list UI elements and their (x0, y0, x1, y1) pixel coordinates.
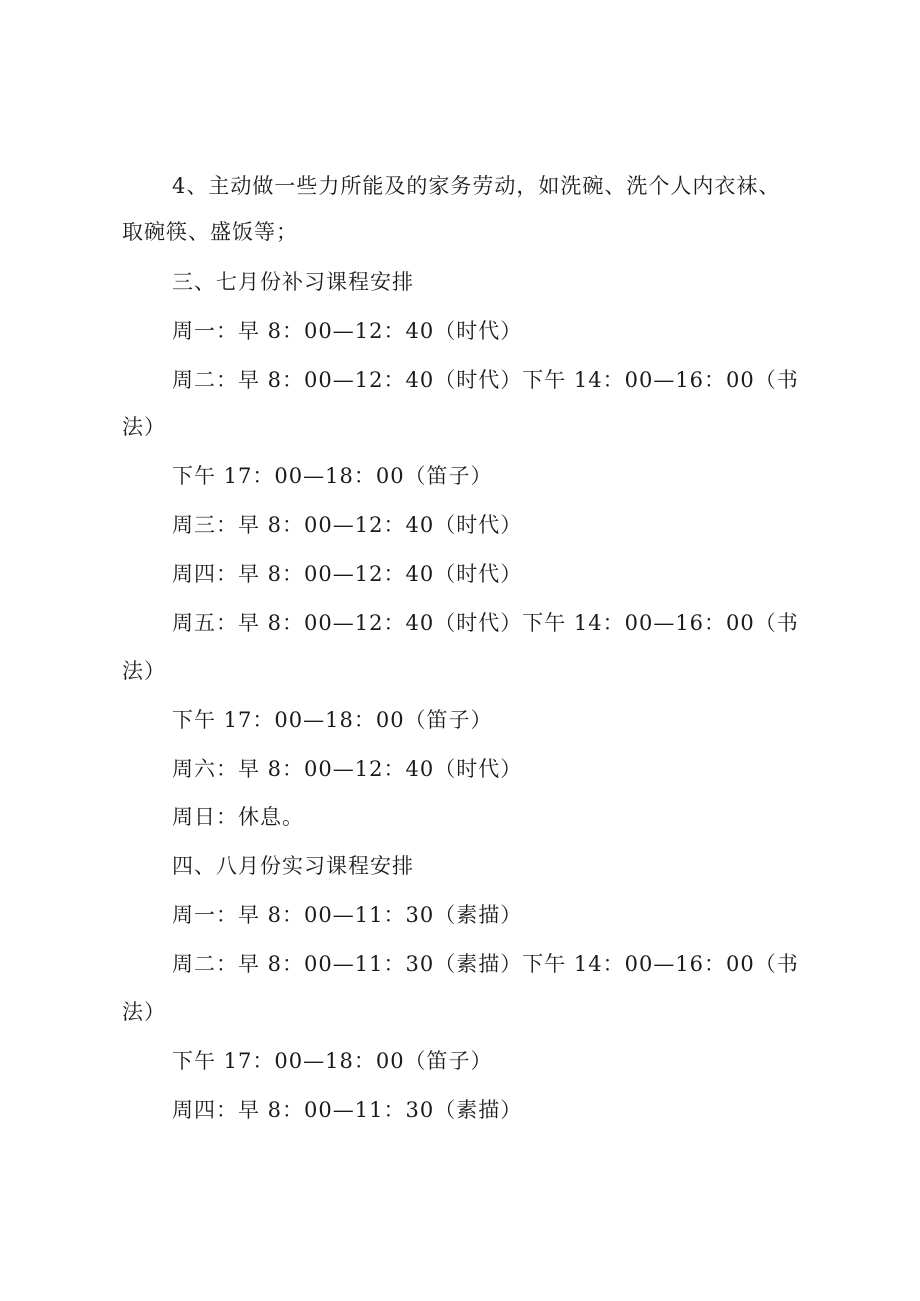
section-heading-july: 三、七月份补习课程安排 (172, 270, 414, 294)
schedule-july-tuesday-afternoon: 下午 17：00—18：00（笛子） (172, 464, 493, 488)
schedule-july-saturday: 周六：早 8：00—12：40（时代） (172, 757, 523, 781)
schedule-july-friday: 周五：早 8：00—12：40（时代）下午 14：00—16：00（书 (172, 611, 799, 635)
schedule-july-monday: 周一：早 8：00—12：40（时代） (172, 319, 523, 343)
paragraph-housework-line-1: 4、主动做一些力所能及的家务劳动，如洗碗、洗个人内衣袜、 (172, 174, 781, 198)
schedule-august-tuesday-wrap: 法） (122, 1000, 166, 1024)
schedule-august-monday: 周一：早 8：00—11：30（素描） (172, 903, 523, 927)
schedule-july-friday-wrap: 法） (122, 659, 166, 683)
schedule-july-friday-afternoon: 下午 17：00—18：00（笛子） (172, 708, 493, 732)
schedule-august-tuesday: 周二：早 8：00—11：30（素描）下午 14：00—16：00（书 (172, 952, 799, 976)
schedule-july-sunday: 周日：休息。 (172, 805, 304, 829)
schedule-july-tuesday-wrap: 法） (122, 415, 166, 439)
schedule-july-tuesday: 周二：早 8：00—12：40（时代）下午 14：00—16：00（书 (172, 368, 799, 392)
schedule-july-thursday: 周四：早 8：00—12：40（时代） (172, 562, 523, 586)
schedule-august-thursday: 周四：早 8：00—11：30（素描） (172, 1098, 523, 1122)
schedule-august-tuesday-afternoon: 下午 17：00—18：00（笛子） (172, 1049, 493, 1073)
schedule-july-wednesday: 周三：早 8：00—12：40（时代） (172, 513, 523, 537)
paragraph-housework-line-2: 取碗筷、盛饭等； (122, 220, 298, 244)
section-heading-august: 四、八月份实习课程安排 (172, 854, 414, 878)
